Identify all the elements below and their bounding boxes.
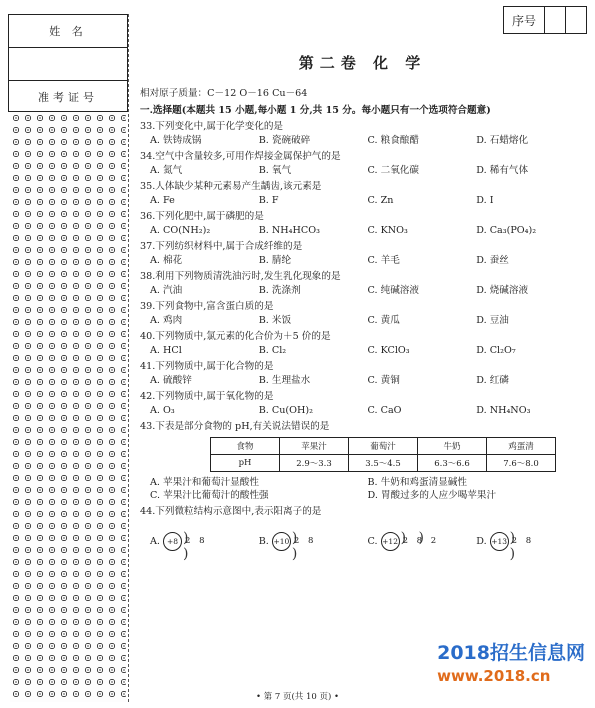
option: D. 烧碱溶液 — [476, 285, 529, 296]
question-list — [140, 120, 585, 417]
table-cell: 3.5～4.5 — [349, 455, 418, 472]
serial-number-box — [503, 6, 587, 34]
option: B. F — [258, 195, 279, 206]
atom-diagrams — [140, 528, 585, 554]
question-options — [140, 254, 585, 267]
option: A. 鸡肉 — [150, 315, 183, 326]
option: C. KClO₃ — [367, 345, 410, 356]
option: B. 米饭 — [258, 315, 292, 326]
nucleus: +12 — [381, 532, 400, 551]
atom-diagram — [259, 532, 368, 551]
nucleus: +8 — [163, 532, 182, 551]
watermark-url: www.2018.cn — [437, 667, 551, 685]
option: B. 腈纶 — [258, 255, 292, 266]
question-options — [140, 164, 585, 177]
atomic-masses: 相对原子质量：C－12 O－16 Cu－64 — [140, 88, 308, 99]
page-footer: • 第 7 页(共 10 页) • — [255, 692, 340, 702]
option: C. CaO — [367, 405, 402, 416]
question-stem: 38.利用下列物质清洗油污时,发生乳化现象的是 — [140, 271, 341, 282]
option: D. NH₄NO₃ — [476, 405, 531, 416]
option: A. 硫酸锌 — [150, 375, 192, 386]
option: B. Cu(OH)₂ — [258, 405, 313, 416]
question-options — [140, 194, 585, 207]
question-stem: 42.下列物质中,属于氧化物的是 — [140, 391, 274, 402]
table-cell: 6.3～6.6 — [418, 455, 487, 472]
nucleus: +13 — [490, 532, 509, 551]
nucleus: +10 — [272, 532, 291, 551]
option: C. 黄瓜 — [367, 315, 400, 326]
exam-content — [140, 48, 585, 554]
serial-label: 序号 — [504, 7, 545, 33]
question-options — [140, 344, 585, 357]
option: C. KNO₃ — [367, 225, 408, 236]
option: D. Cl₂O₇ — [476, 345, 516, 356]
question-stem: 44.下列微粒结构示意图中,表示阳离子的是 — [140, 506, 322, 517]
option: A. O₃ — [150, 405, 175, 416]
option: D. 蚕丝 — [476, 255, 509, 266]
electron-shells: ) ) 2 8 2 — [403, 536, 440, 546]
atom-diagram — [368, 532, 477, 551]
atom-diagram — [150, 532, 259, 551]
question-options — [140, 134, 585, 147]
table-cell: pH — [211, 455, 280, 472]
question-stem: 40.下列物质中,氯元素的化合价为＋5 价的是 — [140, 331, 331, 342]
serial-cell — [566, 7, 586, 33]
option: A. 氮气 — [150, 165, 183, 176]
option: B. Cl₂ — [258, 345, 287, 356]
question-stem: 34.空气中含量较多,可用作焊接金属保护气的是 — [140, 151, 341, 162]
table-cell: 葡萄汁 — [349, 438, 418, 455]
option: D. 豆油 — [476, 315, 509, 326]
option: A. 苹果汁和葡萄汁显酸性 — [150, 477, 259, 488]
option: D. I — [476, 195, 494, 206]
ph-table-header — [211, 438, 556, 455]
option: D. 胃酸过多的人应少喝苹果汁 — [367, 490, 497, 501]
option: B. 洗涤剂 — [258, 285, 301, 296]
ph-table-row — [211, 455, 556, 472]
option: A. CO(NH₂)₂ — [150, 225, 211, 236]
question-options — [140, 284, 585, 297]
option: C. 黄铜 — [367, 375, 400, 386]
watermark-title: 2018招生信息网 — [437, 642, 585, 664]
electron-shells: ) ) 2 8 — [512, 536, 535, 546]
option: B. 牛奶和鸡蛋清显碱性 — [367, 477, 467, 488]
table-cell: 2.9～3.3 — [280, 455, 349, 472]
table-cell: 鸡蛋清 — [487, 438, 556, 455]
question-stem: 35.人体缺少某种元素易产生龋齿,该元素是 — [140, 181, 322, 192]
atom-diagram — [476, 532, 585, 551]
question-stem: 36.下列化肥中,属于磷肥的是 — [140, 211, 264, 222]
option: C. Zn — [367, 195, 394, 206]
question-stem: 37.下列纺织材料中,属于合成纤维的是 — [140, 241, 303, 252]
question-options — [140, 314, 585, 327]
question-options — [140, 374, 585, 387]
option: D. 稀有气体 — [476, 165, 529, 176]
option: D. 石蜡熔化 — [476, 135, 529, 146]
exam-id-label: 准考证号 — [38, 91, 98, 104]
option: A. 汽油 — [150, 285, 183, 296]
question-options — [140, 224, 585, 237]
electron-shells: ) ) 2 8 — [294, 536, 317, 546]
option: C. 二氧化碳 — [367, 165, 419, 176]
table-cell: 牛奶 — [418, 438, 487, 455]
q43-options — [140, 476, 585, 502]
question-stem: 41.下列物质中,属于化合物的是 — [140, 361, 274, 372]
page-title: 第二卷 化 学 — [298, 54, 427, 72]
option: D. Ca₃(PO₄)₂ — [476, 225, 537, 236]
option: B. 氧气 — [258, 165, 292, 176]
option: A. 铁铸成锅 — [150, 135, 202, 146]
binding-line — [128, 14, 129, 702]
option-letter: D. — [476, 535, 487, 547]
option: A. HCl — [150, 345, 182, 356]
table-cell: 7.6～8.0 — [487, 455, 556, 472]
question-options — [140, 404, 585, 417]
table-cell: 食物 — [211, 438, 280, 455]
option: B. 瓷碗破碎 — [258, 135, 311, 146]
name-label: 姓 名 — [9, 15, 127, 48]
option: A. Fe — [150, 195, 175, 206]
table-cell: 苹果汁 — [280, 438, 349, 455]
option: A. 棉花 — [150, 255, 183, 266]
watermark — [437, 638, 585, 685]
electron-shells: ) ) 2 8 — [185, 536, 208, 546]
section-heading: 一.选择题(本题共 15 小题,每小题 1 分,共 15 分。每小题只有一个选项符合题意) — [140, 105, 491, 116]
student-info-box — [8, 14, 128, 112]
question-stem: 33.下列变化中,属于化学变化的是 — [140, 121, 284, 132]
name-field — [9, 48, 127, 81]
serial-cell — [545, 7, 566, 33]
binding-pattern — [10, 112, 126, 702]
option-letter: A. — [150, 535, 160, 547]
option-letter: B. — [258, 535, 269, 547]
option: C. 羊毛 — [367, 255, 400, 266]
option-letter: C. — [367, 535, 378, 547]
option: C. 苹果汁比葡萄汁的酸性强 — [150, 490, 269, 501]
question-stem: 43.下表是部分食物的 pH,有关说法错误的是 — [140, 421, 330, 432]
option: B. 生理盐水 — [258, 375, 311, 386]
option: B. NH₄HCO₃ — [258, 225, 320, 236]
option: D. 红磷 — [476, 375, 509, 386]
option: C. 纯碱溶液 — [367, 285, 419, 296]
ph-table — [210, 437, 556, 472]
question-stem: 39.下列食物中,富含蛋白质的是 — [140, 301, 274, 312]
option: C. 粮食酿醋 — [367, 135, 419, 146]
